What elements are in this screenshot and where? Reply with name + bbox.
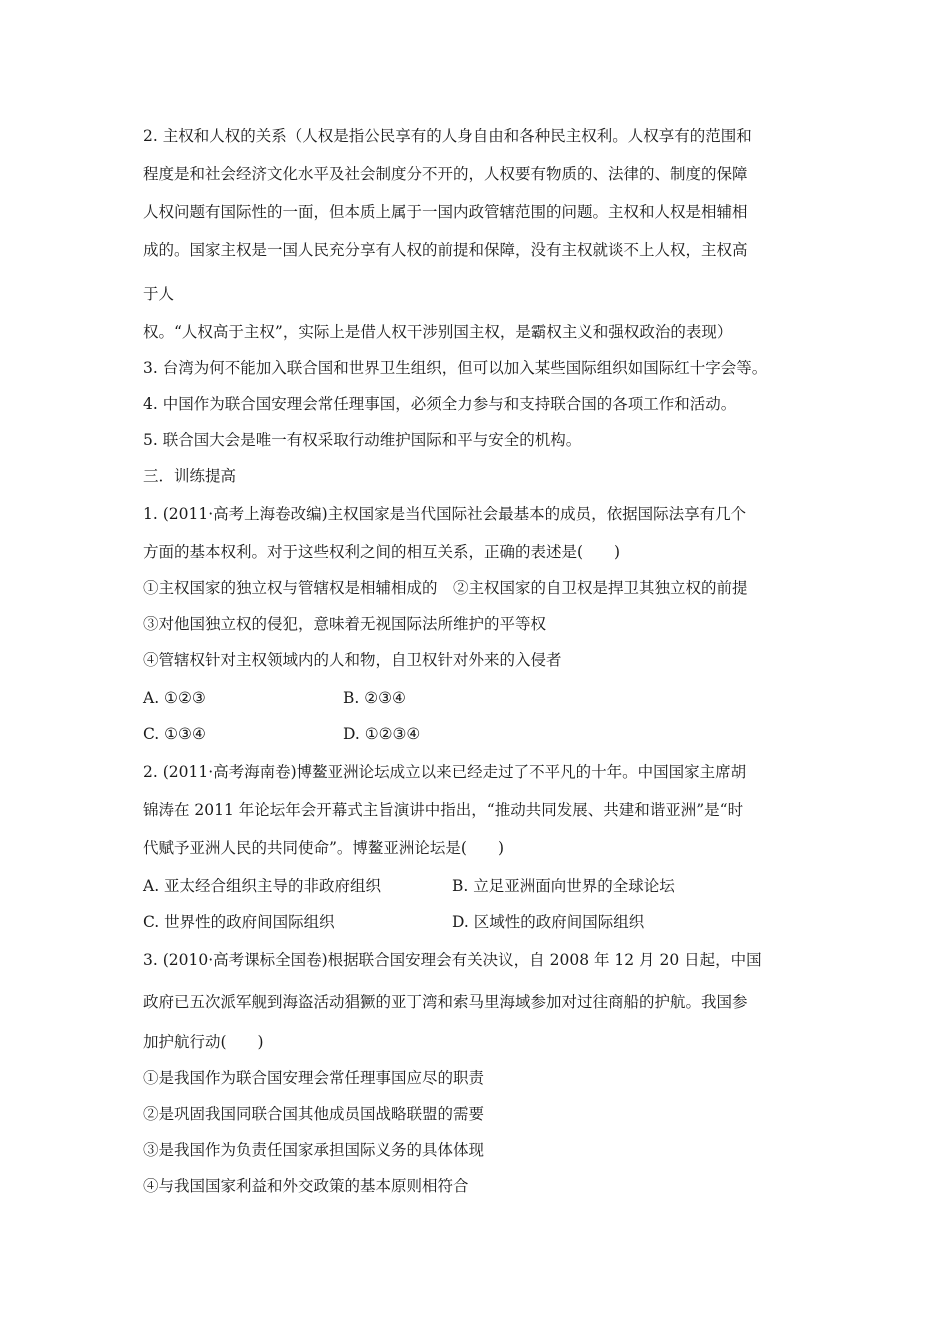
question-item: ④与我国国家利益和外交政策的基本原则相符合: [143, 1177, 469, 1195]
question-stem: 3. (2010·高考课标全国卷)根据联合国安理会有关决议，自 2008 年 12 月 20 日起，中国: [143, 951, 762, 969]
paragraph-line: 权。“人权高于主权”，实际上是借人权干涉别国主权，是霸权主义和强权政治的表现）: [143, 323, 733, 341]
option-d: D. ①②③④: [343, 725, 421, 743]
question-stem: 代赋予亚洲人民的共同使命”。博鳌亚洲论坛是( ): [143, 839, 505, 857]
question-stem: 方面的基本权利。对于这些权利之间的相互关系，正确的表述是( ): [143, 543, 621, 561]
question-item: ③对他国独立权的侵犯，意味着无视国际法所维护的平等权: [143, 615, 547, 633]
section-heading: 三．训练提高: [143, 467, 237, 485]
paragraph-line: 人权问题有国际性的一面，但本质上属于一国内政管辖范围的问题。主权和人权是相辅相: [143, 203, 748, 221]
paragraph-line: 2. 主权和人权的关系（人权是指公民享有的人身自由和各种民主权利。人权享有的范围和: [143, 127, 752, 145]
question-item: ③是我国作为负责任国家承担国际义务的具体体现: [143, 1141, 485, 1159]
option-a: A. 亚太经合组织主导的非政府组织: [143, 877, 382, 895]
question-item: ④管辖权针对主权领域内的人和物，自卫权针对外来的入侵者: [143, 651, 562, 669]
question-item: ①是我国作为联合国安理会常任理事国应尽的职责: [143, 1069, 485, 1087]
paragraph-line: 4. 中国作为联合国安理会常任理事国，必须全力参与和支持联合国的各项工作和活动。: [143, 395, 737, 413]
paragraph-line: 于人: [143, 285, 175, 303]
option-b: B. 立足亚洲面向世界的全球论坛: [452, 877, 675, 895]
question-stem: 加护航行动( ): [143, 1033, 264, 1051]
paragraph-line: 5. 联合国大会是唯一有权采取行动维护国际和平与安全的机构。: [143, 431, 582, 449]
option-d: D. 区域性的政府间国际组织: [452, 913, 645, 931]
paragraph-line: 成的。国家主权是一国人民充分享有人权的前提和保障，没有主权就谈不上人权，主权高: [143, 241, 748, 259]
paragraph-line: 3. 台湾为何不能加入联合国和世界卫生组织，但可以加入某些国际组织如国际红十字会等。: [143, 359, 768, 377]
paragraph-line: 程度是和社会经济文化水平及社会制度分不开的，人权要有物质的、法律的、制度的保障: [143, 165, 748, 183]
option-b: B. ②③④: [343, 689, 406, 707]
question-item: ②是巩固我国同联合国其他成员国战略联盟的需要: [143, 1105, 485, 1123]
question-stem: 政府已五次派军舰到海盗活动猖獗的亚丁湾和索马里海域参加对过往商船的护航。我国参: [143, 993, 748, 1011]
question-stem: 1. (2011·高考上海卷改编)主权国家是当代国际社会最基本的成员，依据国际法享有几个: [143, 505, 747, 523]
option-c: C. ①③④: [143, 725, 206, 743]
option-a: A. ①②③: [143, 689, 206, 707]
option-c: C. 世界性的政府间国际组织: [143, 913, 335, 931]
question-item: ①主权国家的独立权与管辖权是相辅相成的 ②主权国家的自卫权是捍卫其独立权的前提: [143, 579, 748, 597]
question-stem: 锦涛在 2011 年论坛年会开幕式主旨演讲中指出，“推动共同发展、共建和谐亚洲”是“时: [143, 801, 744, 819]
question-stem: 2. (2011·高考海南卷)博鳌亚洲论坛成立以来已经走过了不平凡的十年。中国国家主席胡: [143, 763, 747, 781]
